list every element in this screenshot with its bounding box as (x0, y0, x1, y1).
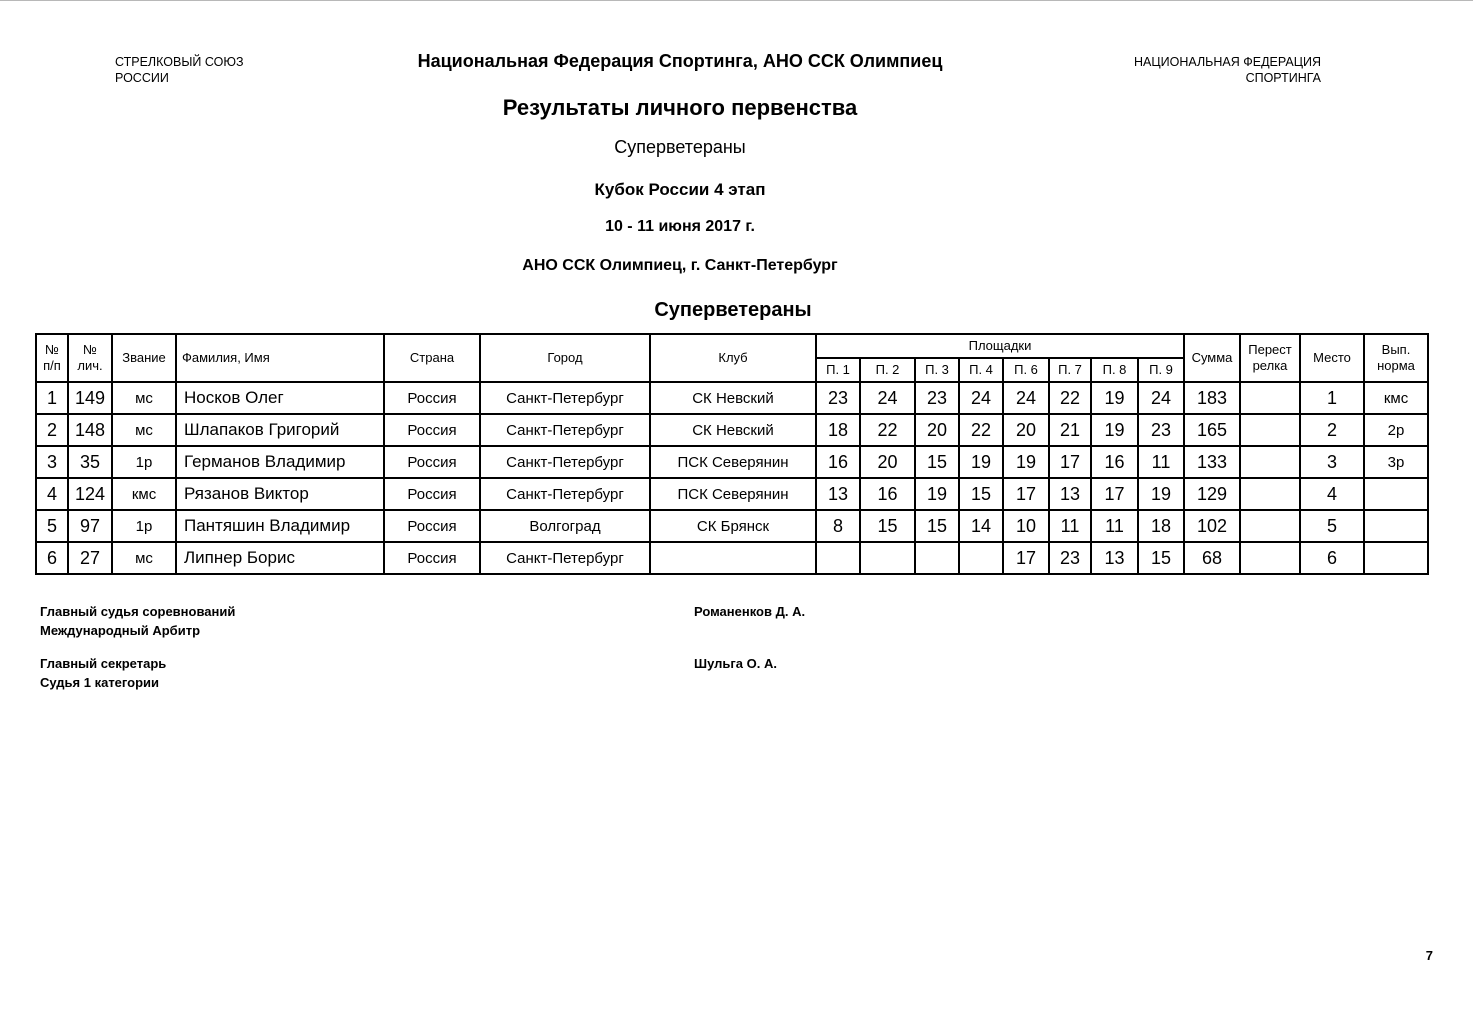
cell-city: Санкт-Петербург (480, 446, 650, 478)
col-header-norm (1364, 334, 1428, 382)
cell-range-score: 22 (959, 414, 1003, 446)
cell-range-score: 22 (860, 414, 915, 446)
col-header-country: Страна (384, 334, 480, 382)
cell-club: СК Невский (650, 382, 816, 414)
cell-range-score: 17 (1003, 478, 1049, 510)
cell-name: Пантяшин Владимир (176, 510, 384, 542)
cell-place: 4 (1300, 478, 1364, 510)
cell-range-score: 16 (1091, 446, 1138, 478)
results-table (35, 333, 1429, 575)
cell-rank: мс (112, 414, 176, 446)
cell-range-score (959, 542, 1003, 574)
cell-name: Шлапаков Григорий (176, 414, 384, 446)
cell-rank: мс (112, 542, 176, 574)
cell-bib: 35 (68, 446, 112, 478)
cell-total: 102 (1184, 510, 1240, 542)
chief-secretary-name: Шульга О. А. (694, 656, 777, 671)
cell-num: 4 (36, 478, 68, 510)
col-header-city: Город (480, 334, 650, 382)
col-header-name: Фамилия, Имя (176, 334, 384, 382)
cell-total: 68 (1184, 542, 1240, 574)
cell-range-score: 13 (1091, 542, 1138, 574)
cell-country: Россия (384, 382, 480, 414)
cell-rank: 1р (112, 446, 176, 478)
cell-bib: 148 (68, 414, 112, 446)
col-header-shootoff-line2: релка (1252, 358, 1288, 373)
cell-range-score: 13 (816, 478, 860, 510)
category-subtitle: Суперветераны (614, 137, 746, 157)
cell-norm (1364, 542, 1428, 574)
cell-range-score: 11 (1049, 510, 1091, 542)
cell-range-score: 23 (816, 382, 860, 414)
cell-norm: кмс (1364, 382, 1428, 414)
cell-club: ПСК Северянин (650, 446, 816, 478)
chief-judge-name: Романенков Д. А. (694, 604, 806, 619)
cell-name: Германов Владимир (176, 446, 384, 478)
cell-club (650, 542, 816, 574)
cell-place: 5 (1300, 510, 1364, 542)
chief-secretary-title-line2: Судья 1 категории (40, 675, 160, 690)
cell-total: 165 (1184, 414, 1240, 446)
cell-range-score: 15 (959, 478, 1003, 510)
cell-range-score: 17 (1049, 446, 1091, 478)
cell-range-score: 8 (816, 510, 860, 542)
page-top-border (0, 0, 1473, 1)
col-header-shootoff-line1: Перест (1248, 342, 1292, 357)
cell-range-score: 19 (959, 446, 1003, 478)
col-header-club: Клуб (650, 334, 816, 382)
col-header-total: Сумма (1184, 334, 1240, 382)
page-title: Результаты личного первенства (502, 95, 858, 120)
cell-range-score: 19 (1091, 382, 1138, 414)
cell-range-score: 11 (1138, 446, 1184, 478)
chief-secretary-title (40, 654, 166, 692)
cell-bib: 124 (68, 478, 112, 510)
cell-shootoff (1240, 510, 1300, 542)
col-header-bib (68, 334, 112, 382)
col-header-shootoff (1240, 334, 1300, 382)
table-row (36, 510, 1428, 542)
cell-range-score: 24 (1138, 382, 1184, 414)
cell-num: 6 (36, 542, 68, 574)
cell-range-score: 15 (860, 510, 915, 542)
cell-bib: 97 (68, 510, 112, 542)
header-right-line1: НАЦИОНАЛЬНАЯ ФЕДЕРАЦИЯ (1134, 55, 1321, 69)
cell-place: 2 (1300, 414, 1364, 446)
cell-norm (1364, 510, 1428, 542)
col-header-bib-line2: лич. (77, 358, 103, 373)
cell-total: 133 (1184, 446, 1240, 478)
cell-norm (1364, 478, 1428, 510)
cell-shootoff (1240, 382, 1300, 414)
col-header-range: П. 4 (959, 358, 1003, 382)
cell-place: 6 (1300, 542, 1364, 574)
cell-total: 183 (1184, 382, 1240, 414)
cell-num: 3 (36, 446, 68, 478)
header-left-line2: РОССИИ (115, 71, 169, 85)
cell-range-score: 19 (1138, 478, 1184, 510)
cell-city: Волгоград (480, 510, 650, 542)
col-header-num (36, 334, 68, 382)
cell-country: Россия (384, 478, 480, 510)
cell-place: 3 (1300, 446, 1364, 478)
cell-num: 2 (36, 414, 68, 446)
cell-shootoff (1240, 478, 1300, 510)
competition-venue: АНО ССК Олимпиец, г. Санкт-Петербург (522, 257, 838, 274)
chief-judge-title-line2: Международный Арбитр (40, 623, 201, 638)
cell-range-score: 19 (1003, 446, 1049, 478)
cell-range-score: 22 (1049, 382, 1091, 414)
cell-range-score: 23 (1049, 542, 1091, 574)
cell-country: Россия (384, 414, 480, 446)
cell-name: Липнер Борис (176, 542, 384, 574)
col-header-range: П. 6 (1003, 358, 1049, 382)
cell-range-score: 24 (860, 382, 915, 414)
cell-range-score: 16 (816, 446, 860, 478)
cell-norm: 3р (1364, 446, 1428, 478)
col-header-norm-line1: Вып. (1381, 342, 1411, 357)
cell-range-score: 17 (1091, 478, 1138, 510)
col-header-rank: Звание (112, 334, 176, 382)
cell-shootoff (1240, 542, 1300, 574)
federation-title: Национальная Федерация Спортинга, АНО ССК Олимпиец (417, 51, 943, 71)
cell-range-score (915, 542, 959, 574)
cell-range-score: 15 (915, 446, 959, 478)
cell-name: Рязанов Виктор (176, 478, 384, 510)
col-header-range: П. 7 (1049, 358, 1091, 382)
cell-country: Россия (384, 446, 480, 478)
col-header-range: П. 2 (860, 358, 915, 382)
cell-range-score: 15 (915, 510, 959, 542)
cell-range-score: 15 (1138, 542, 1184, 574)
competition-dates: 10 - 11 июня 2017 г. (605, 218, 755, 235)
cell-range-score: 18 (1138, 510, 1184, 542)
cell-rank: 1р (112, 510, 176, 542)
competition-name: Кубок России 4 этап (594, 180, 766, 199)
col-header-range: П. 1 (816, 358, 860, 382)
table-row (36, 478, 1428, 510)
cell-rank: кмс (112, 478, 176, 510)
cell-total: 129 (1184, 478, 1240, 510)
col-header-range: П. 8 (1091, 358, 1138, 382)
cell-range-score: 23 (1138, 414, 1184, 446)
header-left-line1: СТРЕЛКОВЫЙ СОЮЗ (115, 55, 244, 69)
cell-city: Санкт-Петербург (480, 414, 650, 446)
chief-secretary-title-line1: Главный секретарь (40, 656, 167, 671)
cell-range-score: 23 (915, 382, 959, 414)
cell-range-score: 20 (860, 446, 915, 478)
col-header-norm-line2: норма (1377, 358, 1415, 373)
cell-country: Россия (384, 542, 480, 574)
col-header-range: П. 9 (1138, 358, 1184, 382)
col-header-ranges-group: Площадки (816, 334, 1184, 358)
cell-range-score: 20 (915, 414, 959, 446)
cell-range-score: 24 (1003, 382, 1049, 414)
cell-range-score: 19 (915, 478, 959, 510)
col-header-range: П. 3 (915, 358, 959, 382)
cell-range-score: 24 (959, 382, 1003, 414)
header-right-line2: СПОРТИНГА (1245, 71, 1321, 85)
group-title: Суперветераны (654, 299, 812, 321)
cell-club: СК Брянск (650, 510, 816, 542)
cell-shootoff (1240, 414, 1300, 446)
cell-range-score: 13 (1049, 478, 1091, 510)
cell-num: 5 (36, 510, 68, 542)
cell-name: Носков Олег (176, 382, 384, 414)
cell-range-score: 16 (860, 478, 915, 510)
cell-city: Санкт-Петербург (480, 542, 650, 574)
cell-range-score: 11 (1091, 510, 1138, 542)
table-row (36, 382, 1428, 414)
cell-num: 1 (36, 382, 68, 414)
page-number: 7 (1425, 948, 1433, 963)
cell-range-score: 19 (1091, 414, 1138, 446)
cell-city: Санкт-Петербург (480, 478, 650, 510)
cell-range-score (860, 542, 915, 574)
cell-range-score: 14 (959, 510, 1003, 542)
cell-club: ПСК Северянин (650, 478, 816, 510)
cell-range-score: 10 (1003, 510, 1049, 542)
chief-judge-title (40, 602, 235, 640)
cell-place: 1 (1300, 382, 1364, 414)
table-row (36, 446, 1428, 478)
cell-rank: мс (112, 382, 176, 414)
cell-range-score: 18 (816, 414, 860, 446)
cell-norm: 2р (1364, 414, 1428, 446)
cell-bib: 149 (68, 382, 112, 414)
col-header-bib-line1: № (83, 342, 97, 357)
col-header-num-line2: п/п (43, 358, 61, 373)
cell-range-score: 20 (1003, 414, 1049, 446)
col-header-place: Место (1300, 334, 1364, 382)
cell-shootoff (1240, 446, 1300, 478)
cell-club: СК Невский (650, 414, 816, 446)
cell-bib: 27 (68, 542, 112, 574)
table-row (36, 414, 1428, 446)
col-header-num-line1: № (45, 342, 59, 357)
cell-city: Санкт-Петербург (480, 382, 650, 414)
table-row (36, 542, 1428, 574)
cell-range-score (816, 542, 860, 574)
cell-range-score: 17 (1003, 542, 1049, 574)
cell-range-score: 21 (1049, 414, 1091, 446)
chief-judge-title-line1: Главный судья соревнований (40, 604, 236, 619)
cell-country: Россия (384, 510, 480, 542)
